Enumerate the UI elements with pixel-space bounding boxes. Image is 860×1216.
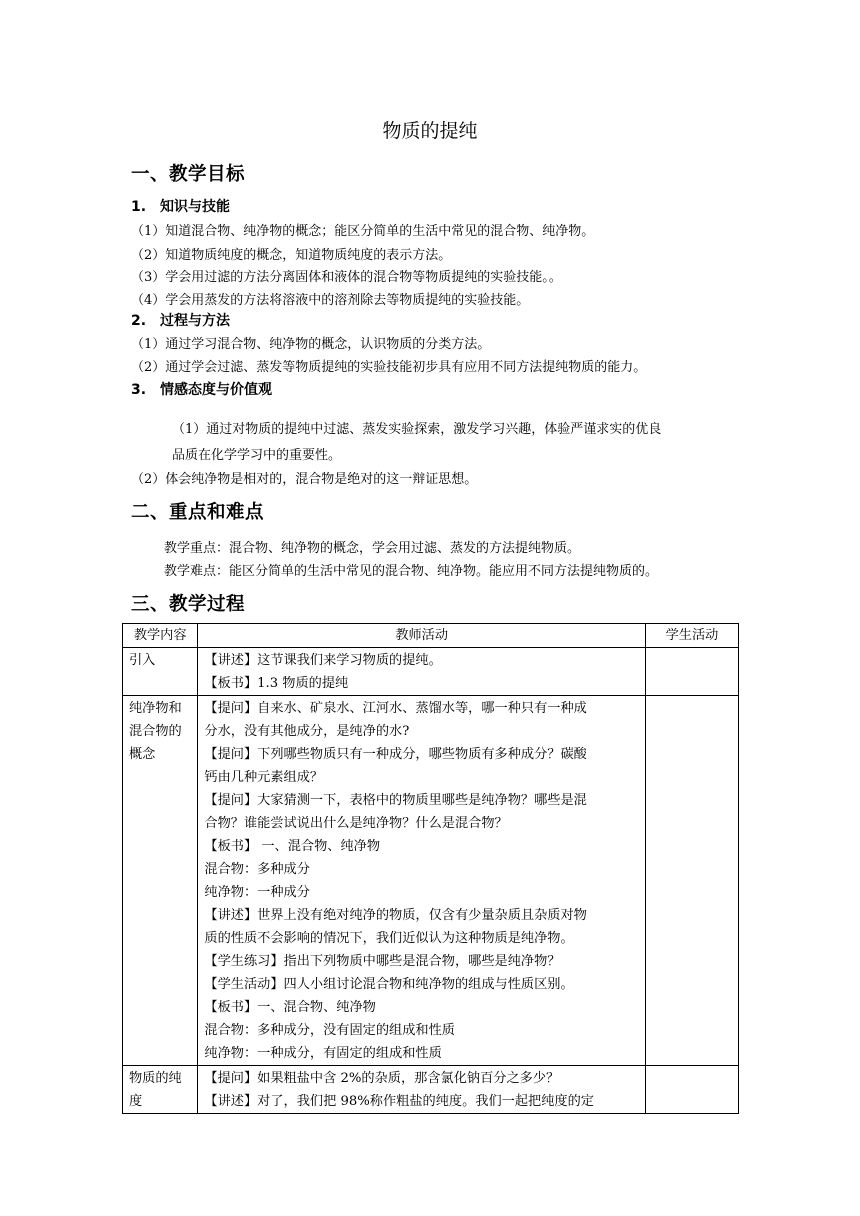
column-header: 教师活动 [198,624,646,648]
goal-item: （2）通过学会过滤、蒸发等物质提纯的实验技能初步具有应用不同方法提纯物质的能力。 [131,360,647,375]
subheading-label: 知识与技能 [160,199,230,215]
activity-line: 【讲述】这节课我们来学习物质的提纯。 [204,653,442,668]
activity-line: 【提问】大家猜测一下，表格中的物质里哪些是纯净物？哪些是混 [204,793,587,808]
goal-item: （4）学会用蒸发的方法将溶液中的溶剂除去等物质提纯的实验技能。 [131,293,530,308]
activity-line: 纯净物：一种成分，有固定的组成和性质 [204,1046,442,1061]
section-heading-keypoints: 二、重点和难点 [131,502,265,523]
goal-item: （1）通过对物质的提纯中过滤、蒸发实验探索，激发学习兴趣，体验严谨求实的优良 [172,422,662,437]
goal-item: （1）通过学习混合物、纯净物的概念，认识物质的分类方法。 [131,337,491,352]
activity-line: 合物？谁能尝试说出什么是纯净物？什么是混合物？ [204,816,508,831]
teacher-activity-cell [198,648,646,696]
activity-line: 【板书】1.3 物质的提纯 [204,676,349,691]
goal-item: （1）知道混合物、纯净物的概念；能区分简单的生活中常见的混合物、纯净物。 [131,224,595,239]
activity-line: 混合物：多种成分 [204,862,310,877]
goal-item: （3）学会用过滤的方法分离固体和液体的混合物等物质提纯的实验技能。。 [131,270,562,285]
activity-line: 混合物：多种成分，没有固定的组成和性质 [204,1023,455,1038]
content-cell: 纯净物和混合物的概念 [123,696,198,1066]
subheading-knowledge-skills [131,196,230,216]
table-row [123,648,739,696]
subheading-attitude-values [131,379,272,399]
subheading-number: 1. [131,199,147,215]
table-row [123,696,739,1066]
content-cell: 物质的纯度 [123,1066,198,1114]
activity-line: 【提问】下列哪些物质只有一种成分，哪些物质有多种成分？碳酸 [204,747,587,762]
activity-line: 【板书】 一、混合物、纯净物 [204,839,381,854]
student-activity-cell [645,648,738,696]
column-header: 学生活动 [645,624,738,648]
section-heading-goals: 一、教学目标 [131,164,246,185]
subheading-process-methods [131,310,230,330]
teaching-focus: 教学重点：混合物、纯净物的概念，学会用过滤、蒸发的方法提纯物质。 [164,541,581,556]
content-cell: 引入 [123,648,198,696]
teacher-activity-cell [198,1066,646,1114]
table-row [123,1066,739,1114]
teaching-difficulty: 教学难点：能区分简单的生活中常见的混合物、纯净物。能应用不同方法提纯物质的。 [164,564,659,579]
subheading-number: 2. [131,313,147,329]
activity-line: 【讲述】对了，我们把 98%称作粗盐的纯度。我们一起把纯度的定 [204,1094,594,1109]
activity-line: 【提问】如果粗盐中含 2%的杂质，那含氯化钠百分之多少？ [204,1071,560,1086]
subheading-label: 过程与方法 [160,313,230,329]
lesson-table [122,623,739,1114]
student-activity-cell [645,1066,738,1114]
activity-line: 质的性质不会影响的情况下，我们近似认为这种物质是纯净物。 [204,931,574,946]
activity-line: 纯净物：一种成分 [204,885,310,900]
document-title: 物质的提纯 [382,120,478,142]
activity-line: 分水，没有其他成分，是纯净的水? [204,724,410,739]
subheading-label: 情感态度与价值观 [160,382,272,398]
activity-line: 【学生练习】指出下列物质中哪些是混合物，哪些是纯净物？ [204,954,561,969]
goal-item: （2）知道物质纯度的概念，知道物质纯度的表示方法。 [131,248,452,263]
activity-line: 【学生活动】四人小组讨论混合物和纯净物的组成与性质区别。 [204,977,574,992]
activity-line: 【板书】一、混合物、纯净物 [204,1000,376,1015]
goal-item-continuation: 品质在化学学习中的重要性。 [172,448,342,463]
activity-line: 【提问】自来水、矿泉水、江河水、蒸馏水等，哪一种只有一种成 [204,701,587,716]
student-activity-cell [645,696,738,1066]
activity-line: 【讲述】世界上没有绝对纯净的物质，仅含有少量杂质且杂质对物 [204,908,587,923]
subheading-number: 3. [131,382,147,398]
column-header: 教学内容 [123,624,198,648]
table-header-row [123,624,739,648]
activity-line: 钙由几种元素组成？ [204,770,324,785]
goal-item: （2）体会纯净物是相对的，混合物是绝对的这一辩证思想。 [131,472,478,487]
teacher-activity-cell [198,696,646,1066]
section-heading-process: 三、教学过程 [131,594,246,615]
